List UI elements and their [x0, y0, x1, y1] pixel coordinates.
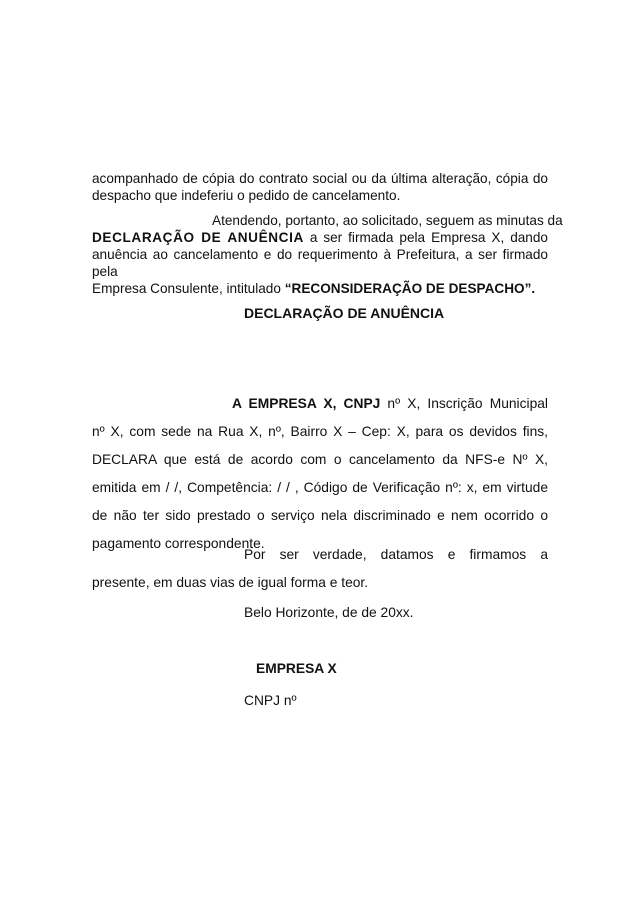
declaration-paragraph — [92, 390, 548, 558]
minutas-line-3: anuência ao cancelamento e do requerimento à Prefeitura, a ser firmado pela — [92, 247, 548, 279]
closing-line-1: Por ser verdade, datamos e firmamos a — [244, 547, 548, 562]
intro-line-1: acompanhado de cópia do contrato social ou da última alteração, cópia do — [92, 171, 548, 186]
minutas-line-2 — [92, 229, 548, 246]
declaration-line-1-rest: nº X, Inscrição Municipal — [380, 396, 548, 411]
declaration-line-3: DECLARA que está de acordo com o cancelamento da NFS-e Nº X, — [92, 452, 548, 467]
declaration-line-6: pagamento correspondente. — [92, 536, 265, 551]
minutas-line-4-plain: Empresa Consulente, intitulado — [92, 281, 285, 296]
signature-company: EMPRESA X — [256, 661, 337, 676]
declaration-line-2: nº X, com sede na Rua X, nº, Bairro X – Cep: X, para os devidos fins, — [92, 424, 548, 439]
intro-paragraph — [92, 170, 548, 204]
empresa-cnpj-bold: A EMPRESA X, CNPJ — [232, 396, 381, 411]
reconsideracao-title: “RECONSIDERAÇÃO DE DESPACHO”. — [284, 281, 536, 296]
minutas-line-2-rest: a ser firmada pela Empresa X, dando — [303, 230, 548, 245]
minutas-line-1: Atendendo, portanto, ao solicitado, seguem as minutas da — [212, 213, 563, 228]
minutas-line-4 — [92, 280, 548, 297]
declaration-line-1 — [92, 390, 548, 418]
declaracao-anuencia-bold: DECLARAÇÃO DE ANUÊNCIA — [92, 230, 304, 245]
declaration-line-5: de não ter sido prestado o serviço nela discriminado e nem ocorrido o — [92, 508, 548, 523]
closing-paragraph — [92, 541, 548, 597]
signature-cnpj: CNPJ nº — [244, 693, 297, 708]
intro-line-2: despacho que indeferiu o pedido de cancelamento. — [92, 188, 401, 203]
page-heading: DECLARAÇÃO DE ANUÊNCIA — [244, 305, 445, 321]
minutas-paragraph — [92, 212, 563, 297]
date-line: Belo Horizonte, de de 20xx. — [244, 605, 414, 620]
declaration-line-4: emitida em / /, Competência: / / , Código de Verificação nº: x, em virtude — [92, 480, 548, 495]
closing-line-2: presente, em duas vias de igual forma e teor. — [92, 575, 369, 590]
